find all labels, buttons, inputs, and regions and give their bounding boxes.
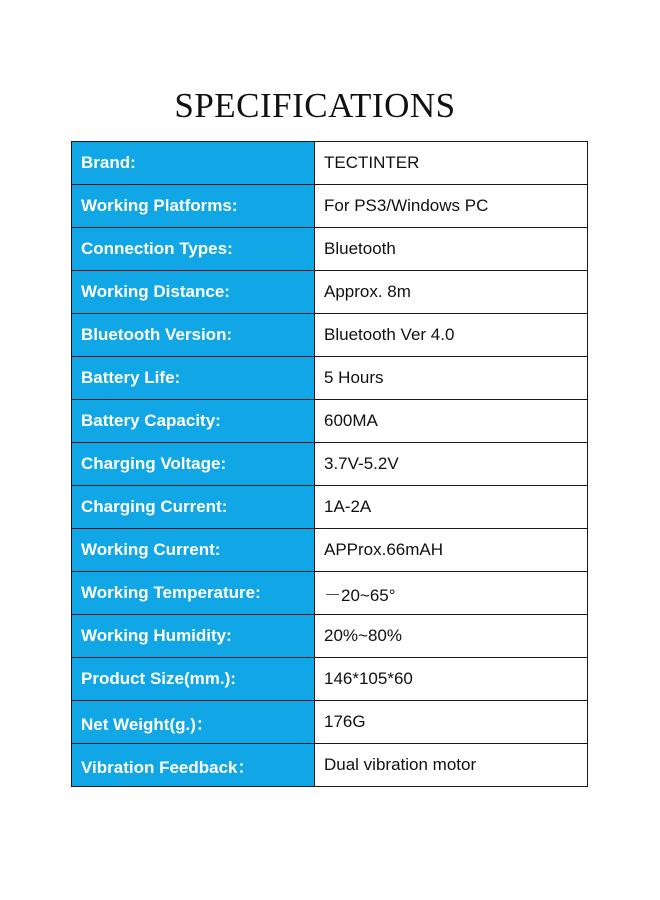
spec-label: Vibration Feedback： — [72, 744, 315, 787]
spec-row-bluetooth-version — [72, 314, 588, 357]
spec-value: TECTINTER — [315, 142, 588, 185]
spec-value: Approx. 8m — [315, 271, 588, 314]
spec-row-working-humidity — [72, 615, 588, 658]
spec-label: Connection Types: — [72, 228, 315, 271]
page-title: SPECIFICATIONS — [174, 86, 456, 125]
spec-label: Product Size(mm.): — [72, 658, 315, 701]
spec-label: Battery Capacity: — [72, 400, 315, 443]
spec-row-net-weight — [72, 701, 588, 744]
spec-row-working-distance — [72, 271, 588, 314]
spec-row-charging-voltage — [72, 443, 588, 486]
spec-label: Working Current: — [72, 529, 315, 572]
spec-row-vibration-feedback — [72, 744, 588, 787]
spec-row-battery-capacity — [72, 400, 588, 443]
spec-label: Working Platforms: — [72, 185, 315, 228]
spec-label: Brand: — [72, 142, 315, 185]
specifications-table — [71, 141, 588, 787]
spec-label: Working Temperature: — [72, 572, 315, 615]
spec-value: 176G — [315, 701, 588, 744]
spec-row-product-size — [72, 658, 588, 701]
spec-label: Working Distance: — [72, 271, 315, 314]
spec-row-battery-life — [72, 357, 588, 400]
spec-value: 146*105*60 — [315, 658, 588, 701]
spec-value: 20%~80% — [315, 615, 588, 658]
spec-row-charging-current — [72, 486, 588, 529]
spec-value: 600MA — [315, 400, 588, 443]
spec-value: Bluetooth Ver 4.0 — [315, 314, 588, 357]
spec-value: APProx.66mAH — [315, 529, 588, 572]
spec-value: 5 Hours — [315, 357, 588, 400]
spec-label: Charging Voltage: — [72, 443, 315, 486]
spec-value: Dual vibration motor — [315, 744, 588, 787]
spec-value: For PS3/Windows PC — [315, 185, 588, 228]
spec-row-working-platforms — [72, 185, 588, 228]
spec-value: －20~65° — [315, 572, 588, 615]
spec-label: Net Weight(g.)： — [72, 701, 315, 744]
spec-row-brand — [72, 142, 588, 185]
spec-label: Bluetooth Version: — [72, 314, 315, 357]
spec-label: Battery Life: — [72, 357, 315, 400]
spec-value: Bluetooth — [315, 228, 588, 271]
spec-row-connection-types — [72, 228, 588, 271]
spec-label: Working Humidity: — [72, 615, 315, 658]
spec-value: 3.7V-5.2V — [315, 443, 588, 486]
spec-value: 1A-2A — [315, 486, 588, 529]
spec-row-working-current — [72, 529, 588, 572]
spec-row-working-temperature — [72, 572, 588, 615]
spec-label: Charging Current: — [72, 486, 315, 529]
